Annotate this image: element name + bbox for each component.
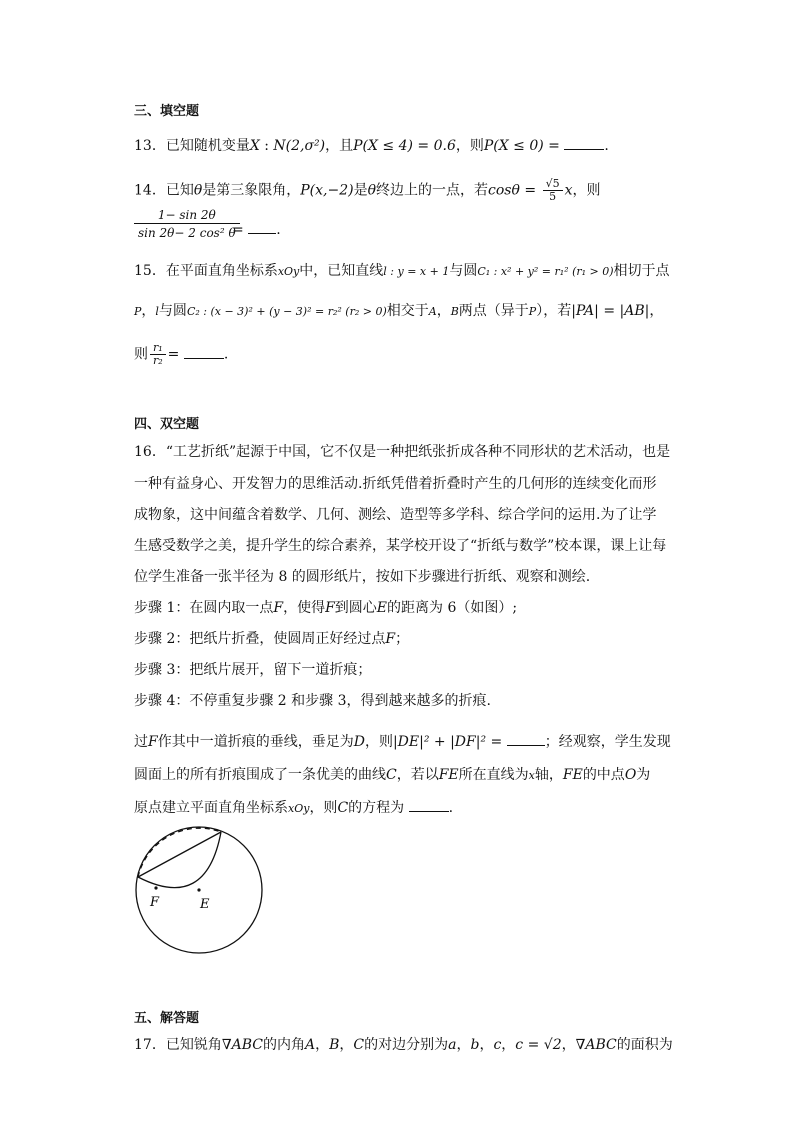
question-17: 17．已知锐角∇ABC的内角A，B，C的对边分别为a，b，c，c = √2，∇ABC的面积为	[134, 1037, 673, 1053]
q14-fraction: $\frac{1- \sin 2\theta}{\text{sin 2θ− 2 cos² θ}}$	[134, 208, 240, 240]
answer-blank-16a[interactable]	[507, 731, 545, 746]
label-E: E	[200, 897, 210, 912]
q16-para3: 成物象，这中间蕴含着数学、几何、测绘、造型等多学科、综合学问的运用.为了让学	[134, 507, 657, 523]
question-13: 13．已知随机变量X : N(2,σ²)，且P(X ≤ 4) = 0.6，则P(X ≤ 0) = .	[134, 135, 609, 155]
r1-over-r2: $\frac{\text{r₁}}{\text{r₂}}$	[150, 342, 166, 367]
q16-step4: 步骤 4：不停重复步骤 2 和步骤 3，得到越来越多的折痕.	[134, 693, 491, 709]
q16-para4: 生感受数学之美，提升学生的综合素养，某学校开设了“折纸与数学”校本课，课上让每	[134, 538, 667, 554]
point-F	[154, 886, 157, 889]
answer-blank-16b[interactable]	[409, 797, 449, 812]
point-E	[197, 888, 200, 891]
question-15-line3: 则 $\frac{\text{r₁}}{\text{r₂}}$ = .	[134, 341, 229, 367]
q16-para2: 一种有益身心、开发智力的思维活动.折纸凭借着折叠时产生的几何形的连续变化而形	[134, 476, 657, 492]
sqrt5-over-5: $\frac{√5}{5}$	[543, 178, 563, 203]
q16-step1: 步骤 1：在圆内取一点F，使得F到圆心E的距离为 6（如图）;	[134, 600, 518, 616]
section4-heading: 四、双空题	[134, 417, 200, 432]
q16-step3: 步骤 3：把纸片展开，留下一道折痕；	[134, 662, 372, 678]
q14-answer: = .	[232, 219, 281, 239]
question-14: 14．已知θ是第三象限角，P(x,−2)是θ终边上的一点，若cosθ = $\frac{√5}{5}$ x，则	[134, 177, 601, 203]
question-15: 15．在平面直角坐标系xOy中，已知直线l : y = x + 1与圆C₁ : x² + y² = r₁² (r₁ > 0)相切于点	[134, 263, 670, 279]
q16-ask1: 过F作其中一道折痕的垂线，垂足为D，则|DE|² + |DF|² = ；经观察，学生发现	[134, 731, 671, 751]
section3-heading: 三、填空题	[134, 104, 200, 119]
folded-arc	[138, 832, 221, 888]
answer-blank-14[interactable]	[248, 219, 276, 234]
answer-blank-15[interactable]	[184, 344, 224, 359]
q16-step2: 步骤 2：把纸片折叠，使圆周正好经过点F；	[134, 631, 410, 647]
q16-ask3: 原点建立平面直角坐标系xOy，则C的方程为 .	[134, 797, 453, 818]
folding-circle-figure	[126, 822, 276, 962]
label-F: F	[150, 895, 160, 910]
question-15-line2: P，l与圆C₂ : (x − 3)² + (y − 3)² = r₂² (r₂ > 0)相交于A，B两点（异于P），若|PA| = |AB|，	[134, 303, 664, 319]
fold-crease-line	[138, 832, 221, 877]
q16-ask2: 圆面上的所有折痕围成了一条优美的曲线C，若以FE所在直线为x轴，FE的中点O为	[134, 767, 651, 783]
section5-heading: 五、解答题	[134, 1011, 200, 1026]
answer-blank-13[interactable]	[564, 135, 604, 150]
q16-para5: 位学生准备一张半径为 8 的圆形纸片，按如下步骤进行折纸、观察和测绘.	[134, 569, 591, 585]
question-16: 16．“工艺折纸”起源于中国，它不仅是一种把纸张折成各种不同形状的艺术活动，也是	[134, 444, 671, 460]
